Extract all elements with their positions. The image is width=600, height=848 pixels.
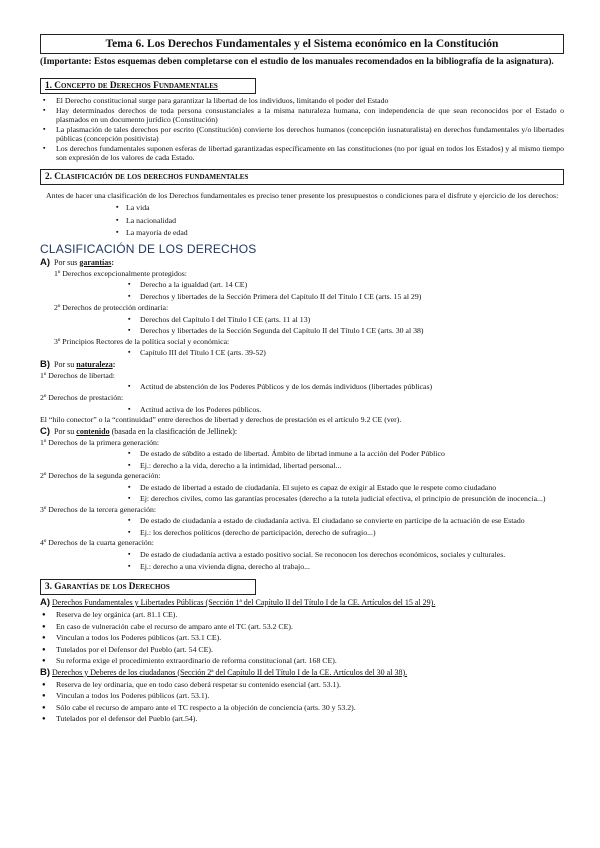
section-1-heading-text: 1. Concepto de Derechos Fundamentales [45, 81, 218, 91]
section-2-heading: 2. Clasificación de los derechos fundamentales [40, 169, 564, 185]
a-group-3: 3º Principios Rectores de la política social y económica: [54, 336, 230, 346]
c-gen-2-list [40, 483, 564, 504]
c-gen-2: 2º Derechos de la segunda generación: [40, 471, 161, 481]
b-note: El “hilo conector” o la “continuidad” entre derechos de libertad y derechos de prestación es el artículo 9.2 CE (ver). [40, 415, 402, 425]
list-item: ● En caso de vulneración cabe el recurso de amparo ante el TC (art. 53.2 CE). [40, 622, 564, 632]
letter-c: C) [40, 425, 51, 437]
c-gen-3: 3º Derechos de la tercera generación: [40, 504, 157, 514]
section-2-intro: Antes de hacer una clasificación de los Derechos fundamentales es preciso tener presente los presupuestos o condiciones para el disfrute y ejercicio de los derechos: [46, 190, 559, 200]
guarantees-b-list [40, 680, 564, 724]
g-a-text: Derechos Fundamentales y Libertades Públicas (Sección 1ª del Capítulo II del Título I de la CE. Artículos del 15 al 29). [52, 598, 436, 608]
list-item: ● Reserva de ley orgánica (art. 81.1 CE). [40, 610, 564, 620]
list-item: ▪ La nacionalidad [40, 216, 564, 226]
b-group-2: 2º Derechos de prestación: [40, 392, 124, 402]
classification-a [40, 258, 564, 268]
list-item: ▪ Derecho a la igualdad (art. 14 CE) [40, 280, 564, 290]
list-item: ▪ Ej.: los derechos políticos (derecho de participación, derecho de sufragio...) [40, 528, 564, 538]
a-prefix: Por sus [54, 257, 78, 267]
c-suffix: (basada en la clasificación de Jellinek): [111, 426, 238, 436]
list-item: ▪ De estado de ciudadanía activa a estado positivo social. Se reconocen los derechos económicos, sociales y culturales. [40, 550, 564, 560]
list-item: ▪ De estado de libertad a estado de ciudadanía. El sujeto es capaz de exigir al Estado que le respete como ciudadano [40, 483, 564, 493]
classification-heading: CLASIFICACIÓN DE LOS DERECHOS [40, 241, 257, 256]
list-item: ▪ Ej: derechos civiles, como las garantías procesales (derecho a la tutela judicial efectiva, el principio de presunción de inocencia...) [40, 494, 564, 504]
intro-note: (Importante: Estos esquemas deben completarse con el estudio de los manuales recomendados en la bibliografía de la asignatura). [40, 57, 554, 67]
list-item: ▪ Los derechos fundamentales suponen esferas de libertad garantizadas específicamente en las constituciones (no por igual en todos los Estados) y al mismo tiempo son expresión de los valores de cada Estado. [40, 144, 564, 163]
a-group-2-list [40, 315, 564, 336]
list-item: ▪ Derechos del Capítulo I del Título I CE (arts. 11 al 13) [40, 315, 564, 325]
section-1-heading [40, 78, 256, 94]
a-group-2: 2º Derechos de protección ordinaria: [54, 303, 169, 313]
guarantees-b [40, 668, 564, 678]
c-gen-4: 4º Derechos de la cuarta generación: [40, 538, 154, 548]
c-gen-4-list [40, 550, 564, 571]
list-item: ● Su reforma exige el procedimiento extraordinario de reforma constitucional (art. 168 CE). [40, 656, 564, 666]
list-item: ▪ Hay determinados derechos de toda persona consustanciales a la misma naturaleza humana, con independencia de que sean reconocidos por el Estado o plasmados en un documento jurídico (Constitución) [40, 106, 564, 125]
g-b-text: Derechos y Deberes de los ciudadanos (Sección 2ª del Capítulo II del Título I de la CE. Artículos del 30 al 38). [52, 667, 408, 677]
list-item: ● Sólo cabe el recurso de amparo ante el TC respecto a la objeción de conciencia (arts. 30 y 53.2). [40, 703, 564, 713]
c-gen-1-list [40, 449, 564, 470]
classification-b [40, 360, 564, 370]
document-page [40, 34, 564, 724]
list-item: ● Vinculan a todos los Poderes públicos (art. 53.1 CE). [40, 633, 564, 643]
list-item: ▪ La mayoría de edad [40, 228, 564, 238]
c-key: contenido [76, 426, 110, 436]
c-prefix: Por su [54, 426, 75, 436]
section-1-list [40, 96, 564, 163]
guarantees-a [40, 598, 564, 608]
letter-b: B) [40, 358, 51, 370]
c-gen-3-list [40, 516, 564, 537]
list-item: ▪ Derechos y libertades de la Sección Primera del Capítulo II del Título I CE (arts. 15 al 29) [40, 292, 564, 302]
list-item: ▪ Actitud activa de los Poderes públicos. [40, 405, 564, 415]
list-item: ● Tutelados por el defensor del Pueblo (art.54). [40, 714, 564, 724]
g-letter-a: A) [40, 597, 51, 609]
list-item: ▪ La plasmación de tales derechos por escrito (Constitución) convierte los derechos humanos (concepción iusnaturalista) en derechos fundamentales y/o libertades públicas (concepción positivista) [40, 125, 564, 144]
a-group-3-list [40, 348, 564, 358]
a-key: garantías [79, 257, 112, 267]
list-item: ▪ Actitud de abstención de los Poderes Públicos y de los demás individuos (libertades públicas) [40, 382, 564, 392]
b-group-1: 1º Derechos de libertad: [40, 370, 115, 380]
a-group-1-list [40, 280, 564, 301]
classification-c [40, 427, 564, 437]
list-item: ● Tutelados por el Defensor del Pueblo (art. 54 CE). [40, 645, 564, 655]
list-item: ▪ Ej.: derecho a la vida, derecho a la intimidad, libertad personal... [40, 461, 564, 471]
list-item: ● Vinculan a todos los Poderes públicos (art. 53.1). [40, 691, 564, 701]
section-3-heading: 3. Garantías de los Derechos [40, 579, 256, 595]
list-item: ▪ Ej.: derecho a una vivienda digna, derecho al trabajo... [40, 562, 564, 572]
a-colon: : [111, 257, 115, 267]
presupuestos-list [40, 203, 564, 238]
list-item: ▪ De estado de súbdito a estado de libertad. Ámbito de librtad inmune a la acción del Poder Público [40, 449, 564, 459]
list-item: ▪ El Derecho constitucional surge para garantizar la libertad de los individuos, limitando el poder del Estado [40, 96, 564, 106]
list-item: ▪ La vida [40, 203, 564, 213]
list-item: ▪ De estado de ciudadanía a estado de ciudadanía activa. El ciudadano se convierte en partícipe de la actuación de ese Estado [40, 516, 564, 526]
list-item: ● Reserva de ley ordinaria, que en todo caso deberá respetar su contenido esencial (art. 53.1). [40, 680, 564, 690]
letter-a: A) [40, 256, 51, 268]
a-group-1: 1º Derechos excepcionalmente protegidos: [54, 268, 187, 278]
c-gen-1: 1º Derechos de la primera generación: [40, 437, 160, 447]
b-group-2-list [40, 405, 564, 415]
g-letter-b: B) [40, 666, 51, 678]
list-item: ▪ Capítulo III del Título I CE (arts. 39-52) [40, 348, 564, 358]
list-item: ▪ Derechos y libertades de la Sección Segunda del Capítulo II del Título I CE (arts. 30 al 38) [40, 326, 564, 336]
b-group-1-list [40, 382, 564, 392]
b-prefix: Por su [54, 359, 75, 369]
guarantees-a-list [40, 610, 564, 666]
document-title: Tema 6. Los Derechos Fundamentales y el Sistema económico en la Constitución [40, 34, 564, 54]
b-colon: : [112, 359, 116, 369]
b-key: naturaleza [76, 359, 113, 369]
